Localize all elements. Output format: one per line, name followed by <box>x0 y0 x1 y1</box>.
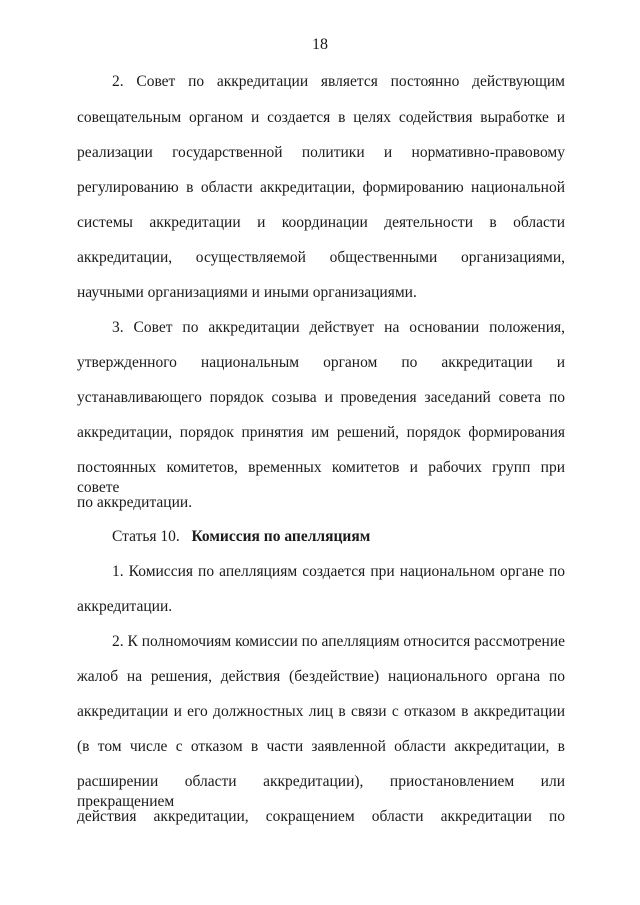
paragraph-3-line-1: 3. Совет по аккредитации действует на основании положения, <box>112 319 565 336</box>
paragraph-3-line-6: по аккредитации. <box>77 494 193 511</box>
a10-paragraph-1-line-2: аккредитации. <box>77 598 173 615</box>
paragraph-3-line-5: постоянных комитетов, временных комитетов и рабочих групп при совете <box>77 459 565 496</box>
page-number: 18 <box>312 36 328 53</box>
paragraph-2-line-6: аккредитации, осуществляемой общественными организациями, <box>77 249 565 266</box>
paragraph-3-line-4: аккредитации, порядок принятия им решений, порядок формирования <box>77 424 565 441</box>
a10-paragraph-2-line-4: (в том числе с отказом в части заявленной области аккредитации, в <box>77 738 565 755</box>
paragraph-3-line-2: утвержденного национальным органом по аккредитации и <box>77 354 565 371</box>
a10-paragraph-2-line-1: 2. К полномочиям комиссии по апелляциям относится рассмотрение <box>112 633 565 650</box>
article-title: Комиссия по апелляциям <box>191 528 371 545</box>
a10-paragraph-2-line-2: жалоб на решения, действия (бездействие) национального органа по <box>77 668 565 685</box>
paragraph-2-line-5: системы аккредитации и координации деятельности в области <box>77 214 565 231</box>
paragraph-2-line-2: совещательным органом и создается в целях содействия выработке и <box>77 109 565 126</box>
paragraph-3-line-3: устанавливающего порядок созыва и проведения заседаний совета по <box>77 389 565 406</box>
paragraph-2-line-7: научными организациями и иными организациями. <box>77 284 417 301</box>
paragraph-2-line-1: 2. Совет по аккредитации является постоянно действующим <box>112 73 565 90</box>
paragraph-2-line-3: реализации государственной политики и нормативно-правовому <box>77 144 565 161</box>
paragraph-2-line-4: регулированию в области аккредитации, формированию национальной <box>77 179 565 196</box>
a10-paragraph-2-line-6: действия аккредитации, сокращением области аккредитации по <box>77 808 565 825</box>
a10-paragraph-2-line-3: аккредитации и его должностных лиц в связи с отказом в аккредитации <box>77 703 565 720</box>
article-heading <box>112 527 565 547</box>
article-label: Статья 10. <box>112 528 180 545</box>
a10-paragraph-1-line-1: 1. Комиссия по апелляциям создается при национальном органе по <box>112 563 565 580</box>
a10-paragraph-2-line-5: расширении области аккредитации), приостановлением или прекращением <box>77 773 565 810</box>
